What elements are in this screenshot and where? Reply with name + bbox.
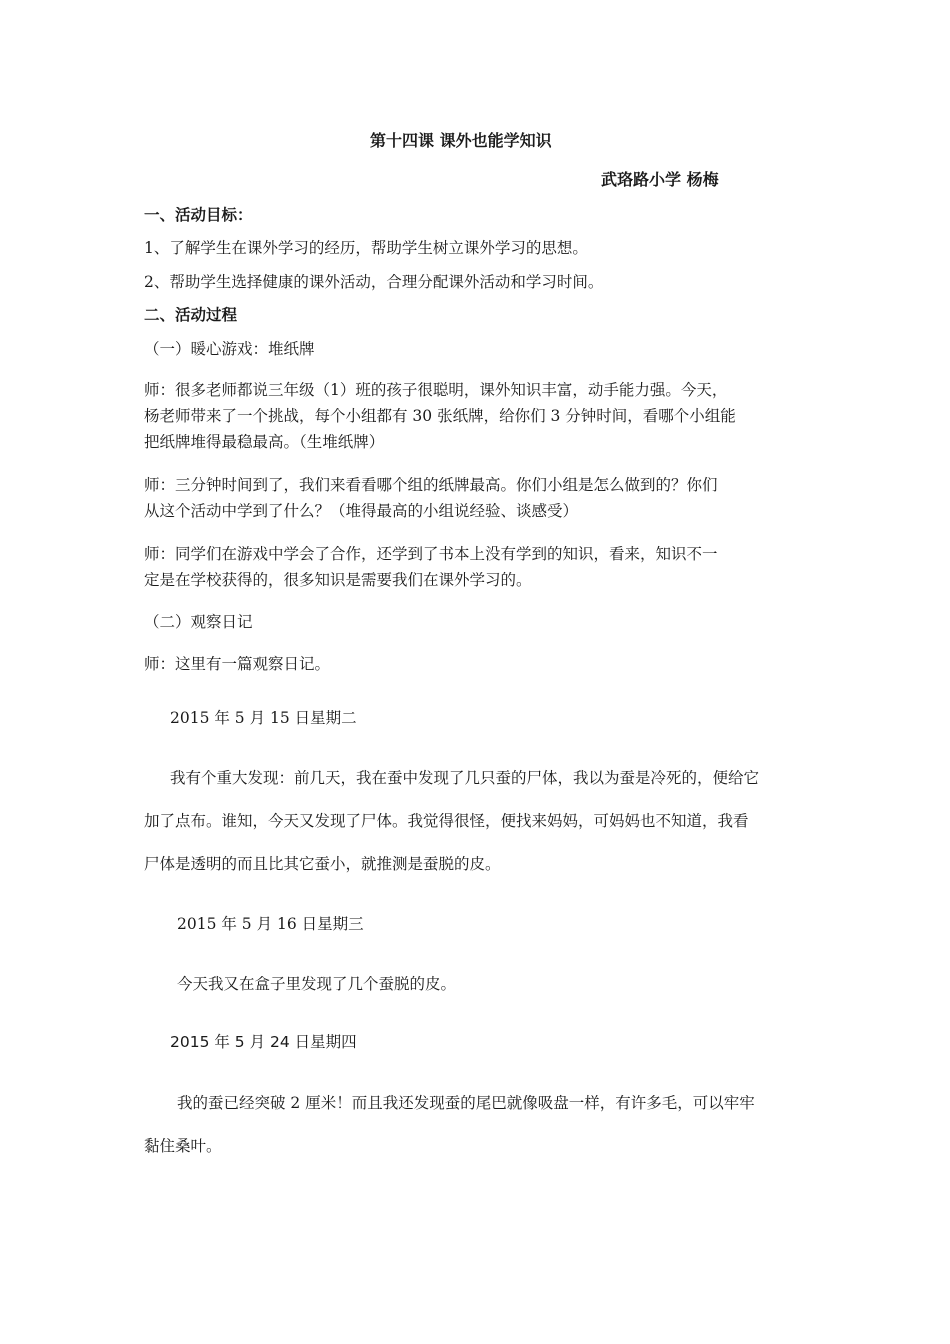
paragraph-line: 把纸牌堆得最稳最高。（生堆纸牌） [144, 433, 385, 451]
paragraph-line: 杨老师带来了一个挑战，每个小组都有 30 张纸牌，给你们 3 分钟时间，看哪个小组能 [144, 407, 736, 425]
paragraph-line: 师：三分钟时间到了，我们来看看哪个组的纸牌最高。你们小组是怎么做到的？你们 [144, 476, 718, 494]
diary-line: 尸体是透明的而且比其它蚕小，就推测是蚕脱的皮。 [144, 855, 501, 873]
diary-line: 加了点布。谁知，今天又发现了尸体。我觉得很怪，便找来妈妈，可妈妈也不知道，我看 [144, 812, 749, 830]
diary-line: 我有个重大发现：前几天，我在蚕中发现了几只蚕的尸体，我以为蚕是冷死的，便给它 [170, 769, 760, 787]
diary-line: 今天我又在盒子里发现了几个蚕脱的皮。 [177, 975, 457, 993]
diary-date: 2015 年 5 月 15 日星期二 [170, 709, 357, 727]
diary-date: 2015 年 5 月 24 日星期四 [170, 1033, 357, 1051]
section-heading-goals: 一、活动目标： [144, 206, 253, 224]
goal-item: 2、帮助学生选择健康的课外活动，合理分配课外活动和学习时间。 [144, 273, 604, 291]
paragraph-line: 从这个活动中学到了什么？（堆得最高的小组说经验、谈感受） [144, 502, 579, 520]
paragraph-line: 定是在学校获得的，很多知识是需要我们在课外学习的。 [144, 571, 532, 589]
diary-line: 我的蚕已经突破 2 厘米！而且我还发现蚕的尾巴就像吸盘一样，有许多毛，可以牢牢 [177, 1094, 755, 1112]
section-heading-process: 二、活动过程 [144, 306, 238, 324]
subsection-heading: （二）观察日记 [144, 613, 253, 631]
author-line: 武珞路小学 杨梅 [601, 170, 719, 189]
paragraph-line: 师：这里有一篇观察日记。 [144, 655, 331, 673]
paragraph-line: 师：很多老师都说三年级（1）班的孩子很聪明，课外知识丰富，动手能力强。今天， [144, 381, 728, 399]
subsection-heading: （一）暖心游戏：堆纸牌 [144, 340, 315, 358]
diary-line: 黏住桑叶。 [144, 1137, 222, 1155]
goal-item: 1、了解学生在课外学习的经历，帮助学生树立课外学习的思想。 [144, 239, 588, 257]
paragraph-line: 师：同学们在游戏中学会了合作，还学到了书本上没有学到的知识，看来，知识不一 [144, 545, 718, 563]
page-title: 第十四课 课外也能学知识 [370, 131, 552, 150]
diary-date: 2015 年 5 月 16 日星期三 [177, 915, 364, 933]
